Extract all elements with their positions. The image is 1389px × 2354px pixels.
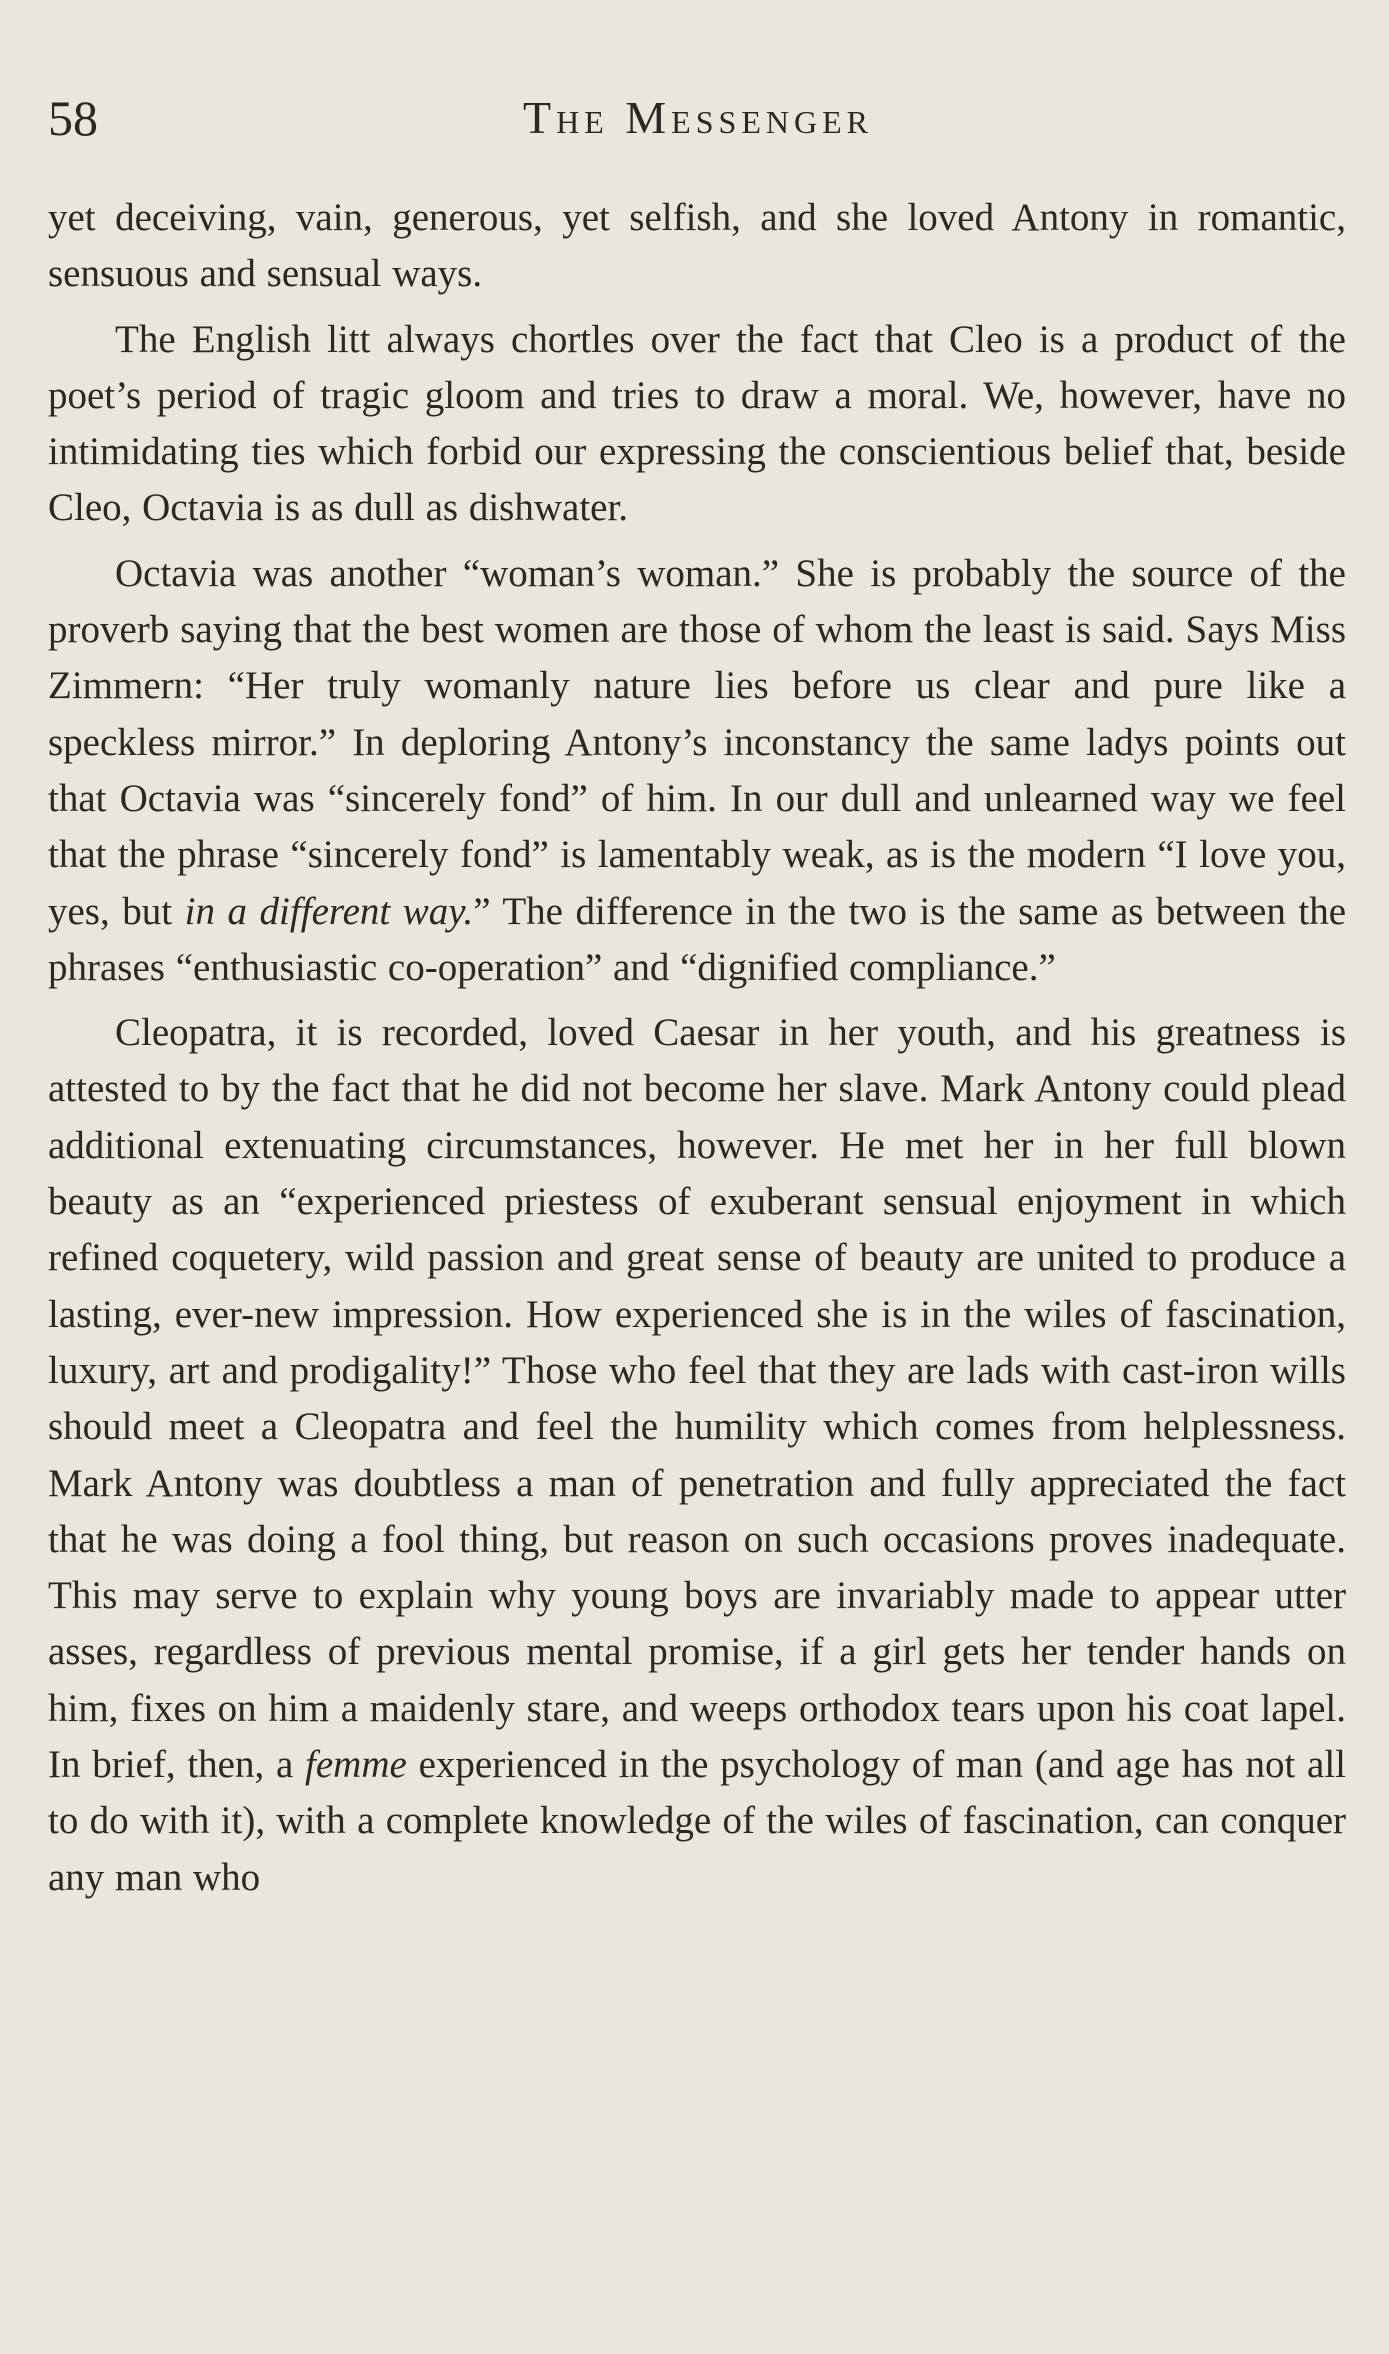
paragraph	[48, 1005, 1346, 1906]
running-head	[48, 88, 1348, 148]
paragraph-text: The English litt always chortles over the fact that Cleo is a product of the poet’s period of tragic gloom and tries to draw a moral. We, however, have no intimidating ties which forbid our expressing the conscientious belief that, beside Cleo, Octavia is as dull as dishwater.	[48, 317, 1346, 530]
journal-title: The Messenger	[523, 92, 873, 143]
paragraph	[48, 546, 1346, 996]
article-body	[48, 190, 1346, 1906]
italic-phrase: in a different way.	[184, 889, 474, 933]
paragraph-text: experienced in the psychology of man (and age has not all to do with it), with a complete knowledge of the wiles of fascination, can conquer any man who	[48, 1743, 1346, 1899]
paragraph	[48, 312, 1346, 537]
paragraph-continued	[48, 190, 1346, 303]
paragraph-text: Cleopatra, it is recorded, loved Caesar in her youth, and his greatness is attested to by the fact that he did not become her slave. Mark Antony could plead additional extenuating circumstances, however. He met her in her full blown beauty as an “experienced priestess of exuberant sensual enjoyment in which refined coquetery, wild passion and great sense of beauty are united to produce a lasting, ever-new impression. How experienced she is in the wiles of fascination, luxury, art and prodigality!” Those who feel that they are lads with cast-iron wills should meet a Cleopatra and feel the humility which comes from helplessness. Mark Antony was doubtless a man of penetration and fully appreciated the fact that he was doing a fool thing, but reason on such occasions proves inadequate. This may serve to explain why young boys are invariably made to appear utter asses, regardless of previous mental promise, if a girl gets her tender hands on him, fixes on him a maidenly stare, and weeps orthodox tears upon his coat lapel. In brief, then, a	[48, 1011, 1346, 1787]
paragraph-text: yet deceiving, vain, generous, yet selfish, and she loved Antony in romantic, sensuous and sensual ways.	[48, 196, 1346, 296]
paragraph-text: Octavia was another “woman’s woman.” She is probably the source of the proverb saying that the best women are those of whom the least is said. Says Miss Zimmern: “Her truly womanly nature lies before us clear and pure like a speckless mirror.” In deploring Antony’s inconstancy the same ladys points out that Octavia was “sincerely fond” of him. In our dull and unlearned way we feel that the phrase “sincerely fond” is lamentably weak, as is the modern “I love you, yes, but	[48, 551, 1346, 933]
paragraph-text: ” The difference in the two is the same as between the phrases “enthusiastic co-operation” and “dignified compliance.”	[48, 889, 1347, 989]
italic-word: femme	[305, 1743, 407, 1787]
page-number: 58	[48, 90, 98, 146]
